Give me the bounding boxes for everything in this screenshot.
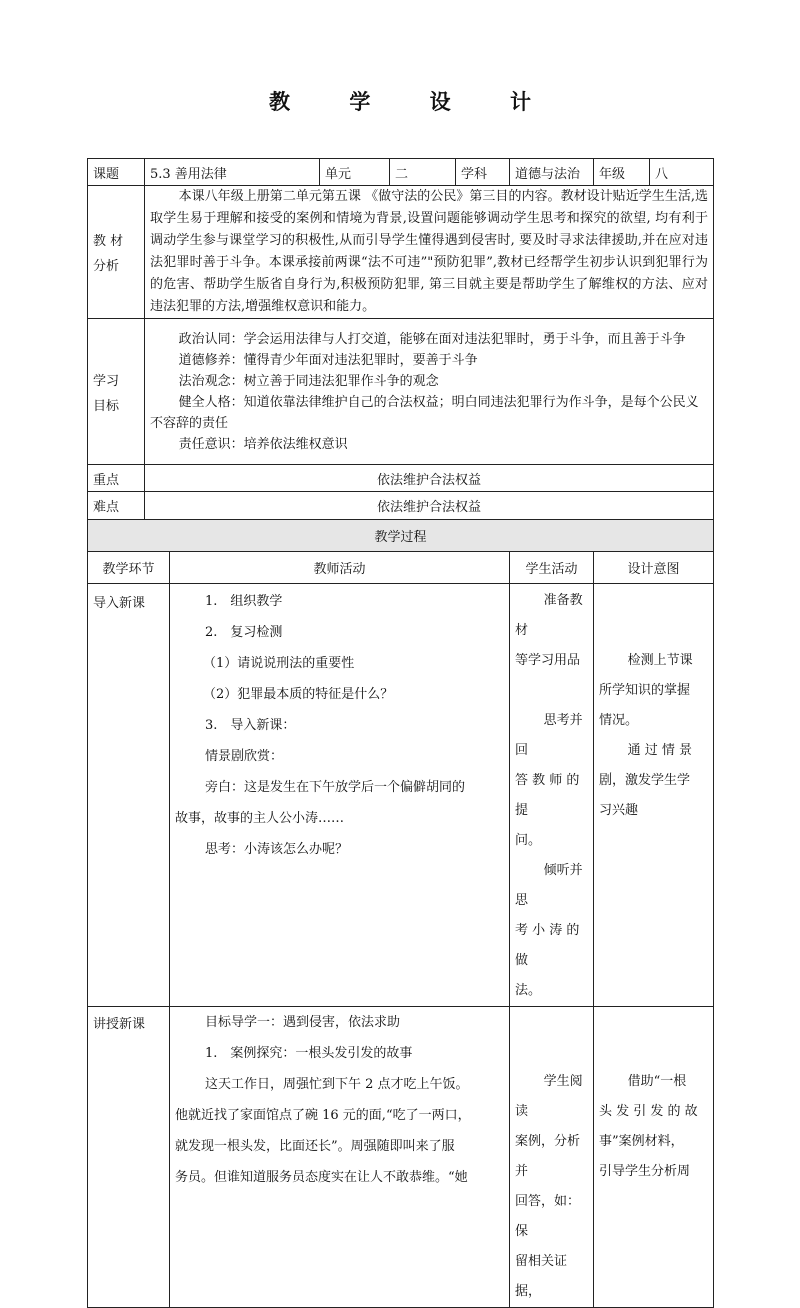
- lecture-row: [88, 1007, 714, 1308]
- key-point-label: 重点: [88, 465, 145, 492]
- objectives-list: [145, 319, 714, 465]
- intro-teacher-line: 2. 复习检测: [205, 625, 283, 640]
- lecture-teacher-line: 这天工作日，周强忙到下午 2 点才吃上午饭。: [205, 1077, 469, 1092]
- lecture-design-line: 头 发 引 发 的 故: [599, 1104, 698, 1119]
- intro-design-line: 所学知识的掌握: [599, 683, 691, 698]
- key-point-row: [88, 465, 714, 492]
- lecture-student-line: 案例，分析并: [515, 1134, 581, 1179]
- lecture-design-line: 引导学生分析周: [599, 1164, 691, 1179]
- objective-item: 法治观念：树立善于同违法犯罪作斗争的观念: [178, 373, 439, 389]
- intro-student-line: 思考并回: [515, 713, 583, 758]
- course-label: 课题: [88, 159, 145, 186]
- lecture-teacher-line: 他就近找了家面馆点了碗 16 元的面,“吃了一两口，: [175, 1108, 471, 1123]
- intro-student-line: 准备教材: [515, 593, 583, 638]
- lecture-teacher-line: 就发现一根头发，比面还长”。周强随即叫来了服: [175, 1139, 455, 1154]
- intro-teacher-line: 3. 导入新课：: [205, 718, 296, 733]
- difficulty-label: 难点: [88, 492, 145, 520]
- objectives-row: [88, 319, 714, 465]
- key-point-text: 依法维护合法权益: [145, 465, 714, 492]
- lecture-student-activity: [510, 1007, 594, 1308]
- grade-label: 年级: [594, 159, 650, 186]
- lecture-teacher-activity: [170, 1007, 510, 1308]
- process-title-row: [88, 520, 714, 552]
- intro-teacher-activity: [170, 584, 510, 1007]
- page-title: 教 学 设 计: [269, 89, 557, 114]
- analysis-label-line1: 教 材: [93, 234, 124, 249]
- objective-item: 健全人格：知道依靠法律维护自己的合法权益；明白同违法犯罪行为作斗争，是每个公民义不容辞的责任: [150, 394, 699, 431]
- lecture-teacher-line: 1. 案例探究：一根头发引发的故事: [205, 1046, 413, 1061]
- lecture-teacher-line: 目标导学一：遇到侵害，依法求助: [205, 1015, 401, 1030]
- unit-value: 二: [390, 159, 456, 186]
- lecture-student-line: 学生阅读: [515, 1074, 583, 1119]
- intro-student-line: 等学习用品: [515, 653, 581, 668]
- intro-student-line: 倾听并思: [515, 863, 583, 908]
- analysis-label: [88, 186, 145, 319]
- process-header-row: [88, 552, 714, 584]
- intro-teacher-line: 思考：小涛该怎么办呢？: [205, 842, 349, 857]
- objective-item: 责任意识：培养依法维权意识: [178, 436, 348, 452]
- intro-student-line: 问。: [515, 833, 542, 848]
- objectives-label-line1: 学习: [93, 373, 120, 389]
- intro-design-intent: [594, 584, 714, 1007]
- intro-design-line: 剧，激发学生学: [599, 773, 691, 788]
- lesson-plan-table: [87, 158, 714, 1308]
- lecture-design-line: 借助“一根: [627, 1074, 687, 1089]
- subject-label: 学科: [456, 159, 510, 186]
- intro-student-line: 法。: [515, 983, 542, 998]
- intro-teacher-line: （2）犯罪最本质的特征是什么？: [203, 687, 394, 702]
- grade-value: 八: [650, 159, 714, 186]
- intro-design-line: 通 过 情 景: [627, 743, 693, 758]
- analysis-text: 本课八年级上册第二单元第五课 《做守法的公民》第三目的内容。教材设计贴近学生生活,选取学生易于理解和接受的案例和情境为背景,设置问题能够调动学生思考和探究的欲望, 均有利于调动学生参与课堂学习的积极性,从而引导学生懂得遇到侵害时, 要及时寻求法律援助,并在应对违法犯罪时善于斗争。本课承接前两课“法不可违”"预防犯罪”,教材已经帮学生初步认识到犯罪行为的危害、帮助学生版省自身行为,积极预防犯罪, 第三目就主要是帮助学生了解维权的方法、应对违法犯罪的方法,增强维权意识和能力。: [145, 186, 714, 319]
- intro-student-line: 答 教 师 的 提: [515, 773, 580, 818]
- intro-row: [88, 584, 714, 1007]
- intro-stage: 导入新课: [88, 584, 170, 1007]
- objectives-label-line2: 目标: [93, 398, 120, 414]
- col-header-student: 学生活动: [510, 552, 594, 584]
- analysis-label-line2: 分析: [93, 259, 120, 274]
- col-header-design: 设计意图: [594, 552, 714, 584]
- lecture-teacher-line: 务员。但谁知道服务员态度实在让人不敢恭维。“她: [175, 1170, 468, 1185]
- intro-teacher-line: （1）请说说刑法的重要性: [203, 656, 355, 671]
- subject-value: 道德与法治: [510, 159, 594, 186]
- lecture-stage: 讲授新课: [88, 1007, 170, 1308]
- intro-student-activity: [510, 584, 594, 1007]
- analysis-row: [88, 186, 714, 319]
- lecture-design-line: 事”案例材料，: [599, 1134, 684, 1149]
- course-value: 5.3 善用法律: [145, 159, 320, 186]
- objective-item: 道德修养：懂得青少年面对违法犯罪时，要善于斗争: [178, 352, 478, 368]
- intro-design-line: 情况。: [599, 713, 639, 728]
- difficulty-text: 依法维护合法权益: [145, 492, 714, 520]
- intro-teacher-line: 1. 组织教学: [205, 594, 283, 609]
- lecture-student-line: 留相关证据，: [515, 1254, 568, 1299]
- difficulty-row: [88, 492, 714, 520]
- col-header-stage: 教学环节: [88, 552, 170, 584]
- intro-teacher-line: 情景剧欣赏：: [205, 749, 284, 764]
- unit-label: 单元: [320, 159, 390, 186]
- intro-teacher-line: 旁白：这是发生在下午放学后一个偏僻胡同的: [205, 780, 466, 795]
- intro-design-line: 习兴趣: [599, 803, 639, 818]
- objectives-label: [88, 319, 145, 465]
- objective-item: 政治认同：学会运用法律与人打交道，能够在面对违法犯罪时，勇于斗争，而且善于斗争: [178, 331, 686, 347]
- col-header-teacher: 教师活动: [170, 552, 510, 584]
- intro-design-line: 检测上节课: [627, 653, 693, 668]
- process-title: 教学过程: [88, 520, 714, 552]
- intro-teacher-line: 故事，故事的主人公小涛……: [175, 811, 345, 826]
- lecture-design-intent: [594, 1007, 714, 1308]
- lecture-student-line: 回答，如：保: [515, 1194, 581, 1239]
- intro-student-line: 考 小 涛 的 做: [515, 923, 580, 968]
- header-row: [88, 159, 714, 186]
